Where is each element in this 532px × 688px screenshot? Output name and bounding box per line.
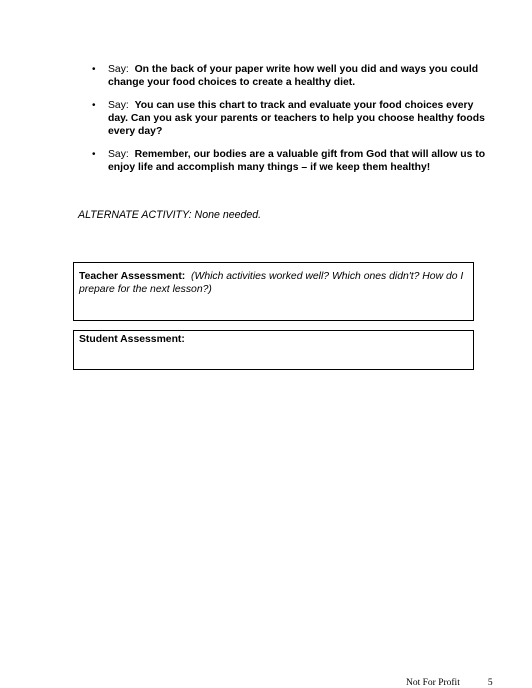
teacher-assessment-label: Teacher Assessment:	[79, 271, 186, 282]
teacher-assessment-prompt: (Which activities worked well? Which ones didn't? How do I prepare for the next lesson?)	[79, 271, 464, 295]
footer-text: Not For Profit	[406, 678, 460, 688]
instruction-text: Remember, our bodies are a valuable gift from God that will allow us to enjoy life and accomplish many things – if we keep them healthy!	[108, 149, 486, 173]
alternate-activity: ALTERNATE ACTIVITY: None needed.	[78, 209, 262, 221]
page-footer	[406, 678, 493, 688]
instruction-text: You can use this chart to track and evaluate your food choices every day. Can you ask your parents or teachers to help you choose healthy foods every day?	[108, 100, 485, 137]
say-label: Say:	[108, 149, 129, 160]
list-item	[92, 99, 492, 138]
list-item	[92, 148, 492, 174]
say-label: Say:	[108, 100, 129, 111]
say-instructions-list	[92, 63, 492, 184]
list-item	[92, 63, 492, 89]
bullet-icon: •	[92, 100, 96, 111]
instruction-text: On the back of your paper write how well you did and ways you could change your food choices to create a healthy diet.	[108, 64, 479, 88]
student-assessment-label: Student Assessment:	[79, 334, 185, 345]
teacher-assessment-box[interactable]	[73, 262, 474, 321]
page-number: 5	[487, 678, 493, 688]
bullet-icon: •	[92, 64, 96, 75]
say-label: Say:	[108, 64, 129, 75]
bullet-icon: •	[92, 149, 96, 160]
student-assessment-box[interactable]	[73, 330, 474, 370]
